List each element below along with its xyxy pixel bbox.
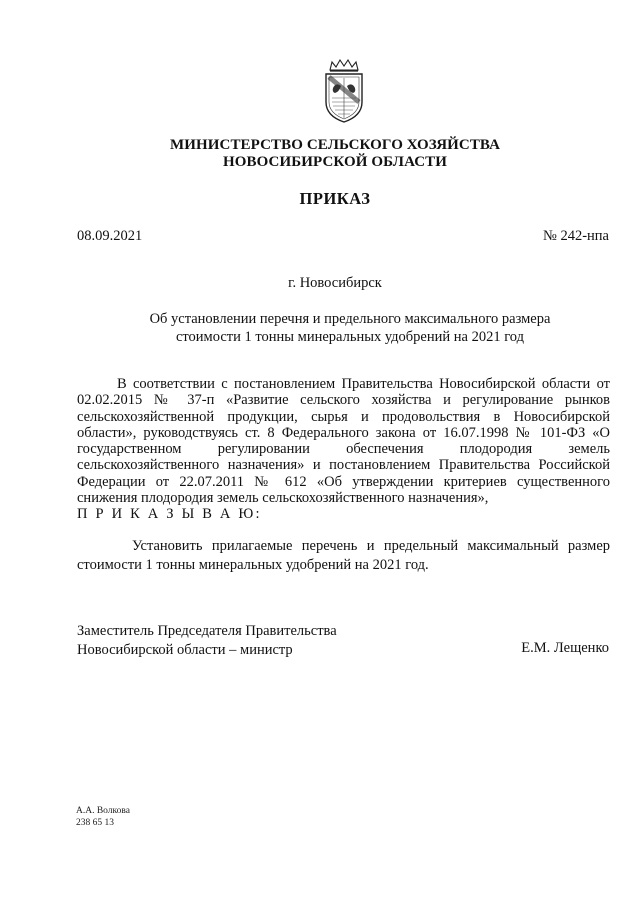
order-word: П Р И К А З Ы В А Ю: — [77, 506, 262, 523]
document-type: ПРИКАЗ — [299, 189, 371, 208]
preamble-paragraph — [77, 376, 610, 523]
signatory-position-line1: Заместитель Председателя Правительства — [77, 623, 337, 639]
ministry-title-line1: МИНИСТЕРСТВО СЕЛЬСКОГО ХОЗЯЙСТВА — [169, 137, 501, 153]
document-number: № 242-нпа — [543, 228, 609, 244]
ministry-title — [30, 137, 640, 171]
decision-text: Установить прилагаемые перечень и предельный максимальный размер стоимости 1 тонны минеральных удобрений на 2021 год. — [77, 538, 610, 573]
coat-of-arms-icon — [316, 58, 372, 124]
decision-paragraph — [77, 537, 610, 574]
signatory-name: Е.М. Лещенко — [521, 640, 609, 656]
subject-line2: стоимости 1 тонны минеральных удобрений на 2021 год — [175, 329, 525, 345]
subject-line1: Об установлении перечня и предельного максимального размера — [149, 311, 551, 327]
executor-phone: 238 65 13 — [76, 818, 114, 828]
executor-name: А.А. Волкова — [76, 806, 131, 816]
document-subject — [130, 310, 570, 346]
executor-info — [76, 805, 130, 829]
document-date: 08.09.2021 — [77, 228, 143, 244]
preamble-text: В соответствии с постановлением Правительства Новосибирской области от 02.02.2015 № 37-п «Развитие сельского хозяйства и регулирование рынков сельскохозяйственной продукции, сырья и продовольствия в Новосибирской области», руководствуясь ст. 8 Федерального закона от 16.07.1998 № 101-ФЗ «О государственном регулировании обеспечения плодородия земель сельскохозяйственного назначения» и постановлением Правительства Российской Федерации от 22.07.2011 № 612 «Об утверждении критериев существенного снижения плодородия земель сельскохозяйственного назначения», — [77, 376, 610, 507]
signatory-position — [77, 622, 337, 659]
document-city: г. Новосибирск — [288, 275, 382, 291]
ministry-title-line2: НОВОСИБИРСКОЙ ОБЛАСТИ — [222, 154, 448, 170]
signatory-position-line2: Новосибирской области – министр — [77, 641, 293, 658]
